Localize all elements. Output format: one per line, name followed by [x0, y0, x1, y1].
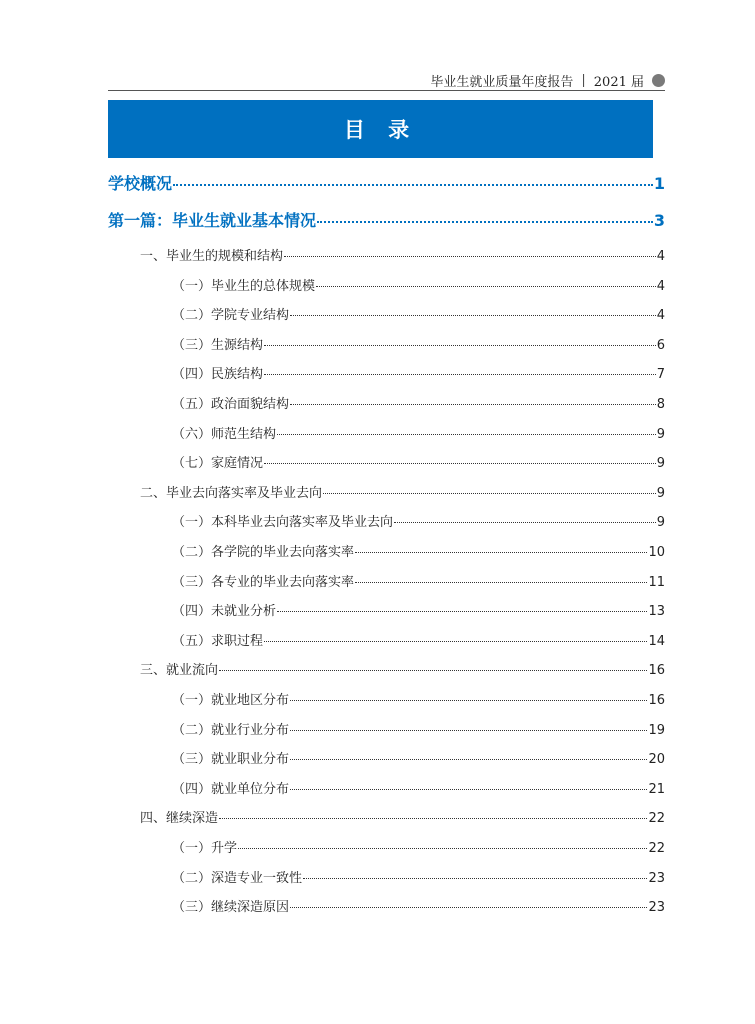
toc-entry-page: 22: [648, 841, 665, 856]
toc-entry-label: （五）政治面貌结构: [172, 397, 290, 412]
dot-leader: [323, 492, 656, 494]
toc-entry[interactable]: [172, 511, 665, 530]
toc-entry-page: 4: [656, 249, 665, 264]
dot-leader: [290, 314, 656, 316]
toc-entry[interactable]: [108, 171, 665, 194]
toc-entry-page: 7: [656, 367, 665, 383]
toc-entry-label: 第一篇：毕业生就业基本情况: [108, 211, 317, 230]
toc-entry-page: 8: [656, 397, 665, 412]
toc-entry-page: 23: [648, 870, 665, 886]
dot-leader: [264, 640, 647, 642]
dot-leader: [173, 183, 653, 186]
toc-entry-label: （二）深造专业一致性: [172, 870, 303, 886]
dot-leader: [290, 699, 647, 701]
dot-leader: [238, 847, 647, 849]
toc-entry-label: （四）就业单位分布: [172, 781, 290, 797]
toc-entry[interactable]: [172, 334, 665, 353]
toc-entry-label: （一）毕业生的总体规模: [172, 278, 316, 294]
toc-entry-label: 二、毕业去向落实率及毕业去向: [140, 485, 323, 501]
toc-entry-page: 4: [656, 308, 665, 324]
dot-leader: [219, 669, 647, 671]
toc-entry[interactable]: [172, 600, 665, 619]
toc-entry-label: （五）求职过程: [172, 633, 264, 649]
toc-entry[interactable]: [108, 208, 665, 231]
toc-entry[interactable]: [172, 304, 665, 323]
toc-entry-page: 16: [648, 663, 665, 679]
dot-leader: [290, 729, 647, 731]
toc-entry[interactable]: [172, 275, 665, 294]
dot-leader: [284, 255, 656, 257]
toc-entry-label: 三、就业流向: [140, 663, 219, 679]
header-separator: |: [581, 72, 586, 88]
toc-entry[interactable]: [172, 689, 665, 708]
dot-leader: [264, 373, 656, 375]
toc-entry-page: 14: [648, 633, 665, 649]
toc-entry-page: 21: [648, 781, 665, 797]
toc-entry[interactable]: [140, 807, 665, 826]
toc-entry-label: 一、毕业生的规模和结构: [140, 249, 284, 264]
dot-leader: [316, 285, 656, 287]
toc-entry[interactable]: [140, 659, 665, 678]
toc-entry-page: 4: [656, 278, 665, 294]
toc-entry-label: （一）就业地区分布: [172, 693, 290, 708]
dot-leader: [355, 551, 647, 553]
dot-leader: [290, 788, 647, 790]
toc-entry[interactable]: [172, 363, 665, 382]
toc-title: 目 录: [343, 118, 418, 142]
toc-entry-page: 13: [648, 604, 665, 620]
toc-entry-page: 3: [653, 211, 665, 230]
toc-entry-label: （四）未就业分析: [172, 604, 277, 620]
toc-entry-page: 9: [656, 426, 665, 442]
toc-entry[interactable]: [172, 393, 665, 412]
report-year: 2021 届: [593, 74, 644, 90]
toc-entry-label: （三）生源结构: [172, 337, 264, 353]
toc-entry-page: 19: [648, 722, 665, 738]
toc-entry-page: 9: [656, 515, 665, 531]
toc-entry-label: （一）升学: [172, 841, 238, 856]
dot-leader: [290, 403, 656, 405]
toc-entry-label: （二）各学院的毕业去向落实率: [172, 545, 355, 560]
toc-entry[interactable]: [172, 571, 665, 590]
toc-entry-label: （三）各专业的毕业去向落实率: [172, 574, 355, 590]
dot-leader: [277, 610, 647, 612]
toc-entry-page: 20: [648, 752, 665, 768]
toc-entry[interactable]: [172, 896, 665, 915]
report-title: 毕业生就业质量年度报告: [430, 74, 574, 90]
dot-leader: [264, 344, 656, 346]
dot-leader: [290, 758, 647, 760]
toc-entry-page: 9: [656, 485, 665, 501]
toc-entry-label: 学校概况: [108, 174, 173, 193]
toc-entry[interactable]: [140, 482, 665, 501]
toc-entry[interactable]: [172, 837, 665, 856]
toc-entry-page: 16: [648, 693, 665, 708]
toc-entry-label: （二）学院专业结构: [172, 308, 290, 324]
toc-entry-label: （六）师范生结构: [172, 426, 277, 442]
toc-entry-label: （七）家庭情况: [172, 456, 264, 472]
toc-entry-label: （二）就业行业分布: [172, 722, 290, 738]
toc-entry-page: 9: [656, 456, 665, 472]
toc-entry[interactable]: [172, 452, 665, 471]
toc-entry[interactable]: [172, 748, 665, 767]
toc-entry[interactable]: [140, 245, 665, 264]
dot-leader: [394, 521, 656, 523]
toc-entry-page: 6: [656, 337, 665, 353]
dot-leader: [277, 433, 656, 435]
toc-entry-page: 23: [648, 900, 665, 916]
toc-entry[interactable]: [172, 867, 665, 886]
dot-leader: [219, 817, 647, 819]
toc-entry-label: （四）民族结构: [172, 367, 264, 383]
toc-entry-page: 11: [648, 574, 665, 590]
toc-entry-page: 22: [648, 811, 665, 827]
dot-leader: [355, 581, 647, 583]
toc-entry[interactable]: [172, 719, 665, 738]
dot-leader: [264, 462, 656, 464]
toc-entry-page: 10: [648, 545, 665, 560]
toc-entry-label: 四、继续深造: [140, 811, 219, 827]
dot-leader: [317, 220, 653, 223]
toc-entry-page: 1: [653, 174, 665, 193]
toc-entry-label: （三）继续深造原因: [172, 900, 290, 916]
dot-leader: [290, 906, 647, 908]
toc-entry-label: （三）就业职业分布: [172, 752, 290, 768]
toc-entry[interactable]: [172, 778, 665, 797]
toc-entry-label: （一）本科毕业去向落实率及毕业去向: [172, 515, 394, 531]
toc-entry[interactable]: [172, 423, 665, 442]
dot-leader: [303, 877, 647, 879]
toc-entry[interactable]: [172, 630, 665, 649]
toc-entry[interactable]: [172, 541, 665, 560]
